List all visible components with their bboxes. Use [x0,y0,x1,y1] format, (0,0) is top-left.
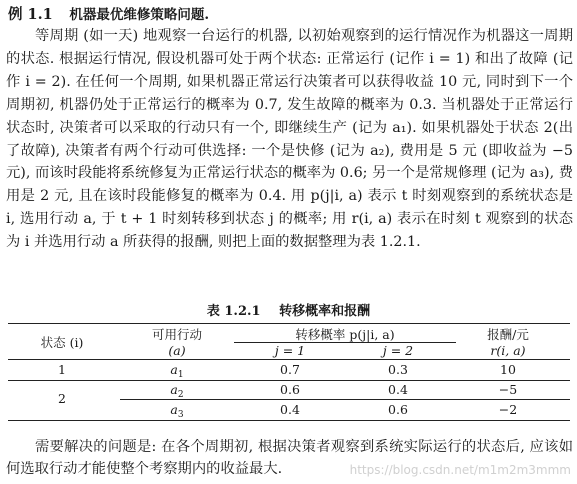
table-top-rule [8,323,570,324]
table-row-3-action: $a_3$ [170,402,184,420]
example-number: 例 1.1 [8,6,53,23]
header-actions: 可用行动 [151,327,203,342]
table-caption-number: 表 1.2.1 [206,304,261,319]
header-transition-probability: 转移概率 p(j|i, a) [295,327,395,342]
table-row-3-reward: −2 [498,402,518,417]
table-header-bottom-rule [8,359,570,360]
table-row-2-p2: 0.4 [388,382,408,397]
table-row-1-reward: 10 [500,362,516,377]
header-j2: j = 2 [382,343,414,358]
table-row2-rule [120,399,570,400]
table-row-1-p2: 0.3 [388,362,408,377]
table-caption-title: 转移概率和报酬 [279,304,371,319]
table-row-1-action: $a_1$ [170,362,184,380]
watermark-url: https://blog.csdn.net/m1m2m3mmm [349,463,571,477]
table-row-2-p1: 0.6 [280,382,300,397]
header-actions-symbol: (a) [168,343,186,358]
table-row1-rule [8,380,570,381]
example-title: 机器最优维修策略问题. [69,7,210,23]
problem-description-paragraph: 等周期 (如一天) 地观察一台运行的机器, 以初始观察到的运行情况作为机器这一周期的状态. 根据运行情况, 假设机器可处于两个状态: 正常运行 (记作 i = 1) 和出了故障 (记作 i = 2). 在任何一个周期, 如果机器正常运行决策者可以获得收益 10 元, 同时到下一个周期初, 机器仍处于正常运行的概率为 0.7, 发生故障的概率为 0.3. 当机器处于正常运行状态时, 决策者可以采取的行动只有一个, 即继续生产 (记为 a₁). 如果机器处于状态 2(出了故障), 决策者有两个行动可供选择: 一个是快修 (记为 a₂), 费用是 5 元 (即收益为 −5 元), 而该时段能将系统修复为正常运行状态的概率为 0.6; 另一个是常规修理 (记为 a₃), 费用是 2 元, 且在该时段能修复的概率为 0.4. 用 p(j|i, a) 表示 t 时刻观察到的系统状态是 i, 选用行动 a, 于 t + 1 时刻转移到状态 j 的概率; 用 r(i, a) 表示在时刻 t 观察到的状态为 i 并选用行动 a 所获得的报酬, 则把上面的数据整理为表 1.2.1. [6,28,573,251]
table-bottom-rule [8,420,570,421]
table-row-2-reward: −5 [498,382,518,397]
header-reward: 报酬/元 [487,327,529,342]
conclusion-paragraph: 需要解决的问题是: 在各个周期初, 根据决策者观察到系统实际运行的状态后, 应该如何选取行动才能使整个考察期内的收益最大. [6,439,573,477]
table-row-1-state: 1 [58,362,66,377]
table-row-3-p2: 0.6 [388,402,408,417]
header-state: 状态 (i) [40,335,84,350]
header-j1: j = 1 [274,343,306,358]
table-row-1-p1: 0.7 [280,362,300,377]
table-row-2-state: 2 [58,391,66,406]
table-row-3-p1: 0.4 [280,402,300,417]
header-reward-symbol: r(i, a) [490,343,526,358]
table-row-2-action: $a_2$ [170,382,184,400]
